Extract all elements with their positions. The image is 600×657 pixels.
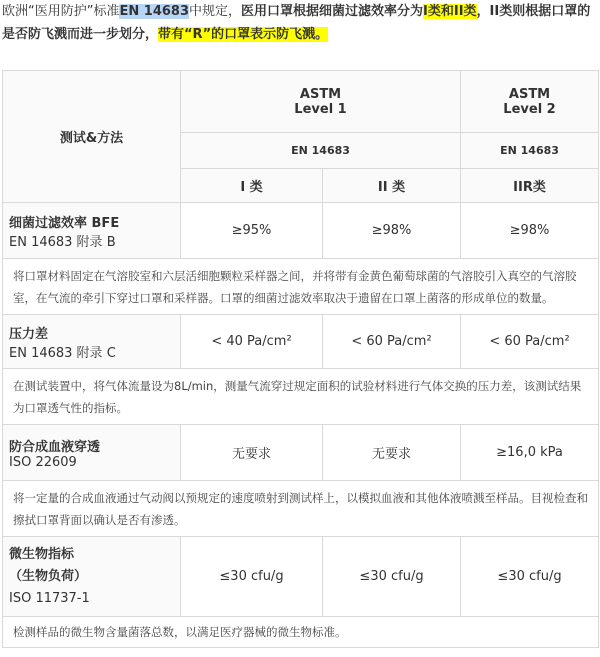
test-name-cell: 微生物指标 （生物负荷） ISO 11737-1	[3, 537, 181, 617]
astm-level2-header: ASTM Level 2	[461, 71, 599, 133]
value-cell: 无要求	[181, 425, 323, 481]
value-cell: ≥16,0 kPa	[461, 425, 599, 481]
intro-paragraph	[2, 0, 598, 46]
standards-table	[2, 70, 599, 648]
intro-highlight-2: 带有“R”的口罩表示防飞溅。	[158, 27, 329, 42]
table-row	[3, 203, 599, 259]
intro-highlight-1: I类和II类	[423, 4, 477, 19]
test-description: 将一定量的合成血液通过气动阀以预规定的速度喷射到测试样上，以模拟血液和其他体液喷溅至样品。目视检查和擦拭口罩背面以确认是否有渗透。	[3, 481, 599, 537]
test-description: 在测试装置中，将气体流量设为8L/min，测量气流穿过规定面积的试验材料进行气体交换的压力差，该测试结果为口罩透气性的指标。	[3, 369, 599, 425]
class-ii-header: II 类	[323, 169, 461, 203]
value-cell: < 40 Pa/cm²	[181, 315, 323, 369]
intro-text-3: 医用口罩根据细菌过滤效率分为	[241, 4, 424, 19]
value-cell: ≥98%	[461, 203, 599, 259]
intro-text-2: 中规定，	[189, 4, 242, 19]
value-cell: < 60 Pa/cm²	[323, 315, 461, 369]
value-cell: < 60 Pa/cm²	[461, 315, 599, 369]
en-header-1: EN 14683	[181, 133, 461, 169]
value-cell: ≤30 cfu/g	[461, 537, 599, 617]
test-name-cell: 防合成血液穿透 ISO 22609	[3, 425, 181, 481]
test-method-header: 测试&方法	[3, 71, 181, 203]
value-cell: ≥95%	[181, 203, 323, 259]
astm-level1-header: ASTM Level 1	[181, 71, 461, 133]
en-header-2: EN 14683	[461, 133, 599, 169]
table-row	[3, 315, 599, 369]
intro-standard: EN 14683	[119, 4, 189, 19]
test-name-cell: 细菌过滤效率 BFE EN 14683 附录 B	[3, 203, 181, 259]
test-description: 检测样品的微生物含量菌落总数，以满足医疗器械的微生物标准。	[3, 617, 599, 648]
test-description: 将口罩材料固定在气溶胶室和六层活细胞颗粒采样器之间，并将带有金黄色葡萄球菌的气溶胶引入真空的气溶胶室，在气流的牵引下穿过口罩和采样器。口罩的细菌过滤效率取决于遗留在口罩上菌落的形成单位的数量。	[3, 259, 599, 315]
value-cell: ≥98%	[323, 203, 461, 259]
class-iir-header: IIR类	[461, 169, 599, 203]
value-cell: ≤30 cfu/g	[181, 537, 323, 617]
value-cell: 无要求	[323, 425, 461, 481]
table-row	[3, 537, 599, 617]
table-row	[3, 425, 599, 481]
value-cell: ≤30 cfu/g	[323, 537, 461, 617]
intro-text-4: ，II类则根据口罩的是否防飞溅而进一步划分，	[2, 4, 591, 42]
intro-text-1: 欧洲“医用防护”标准	[2, 4, 120, 19]
class-i-header: I 类	[181, 169, 323, 203]
test-name-cell: 压力差 EN 14683 附录 C	[3, 315, 181, 369]
